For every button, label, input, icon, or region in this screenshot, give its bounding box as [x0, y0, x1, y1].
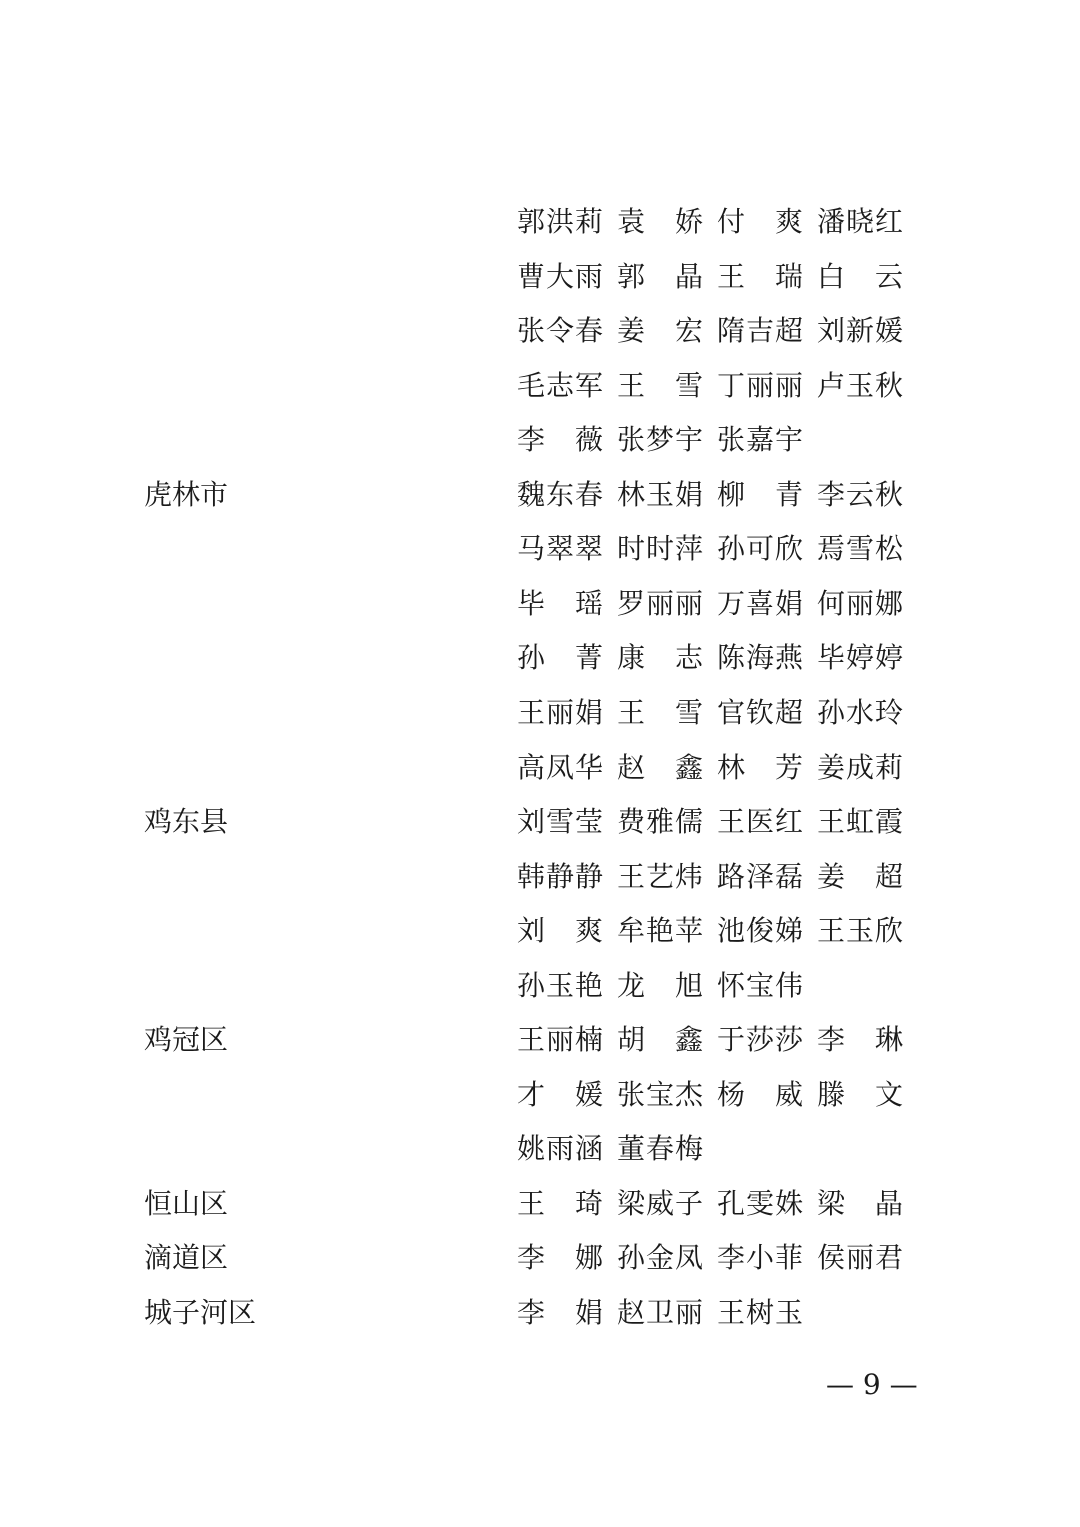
person-name: 罗 丽 丽 — [617, 586, 703, 620]
person-name: 康 志 — [617, 641, 703, 675]
person-name: 潘 晓 红 — [817, 205, 903, 238]
person-name: 怀 宝 伟 — [717, 968, 803, 1002]
roster-row — [0, 1231, 1080, 1285]
person-name: 毛 志 军 — [517, 368, 603, 402]
person-name: 姜 超 — [817, 859, 903, 893]
person-name: 魏 东 春 — [517, 477, 603, 511]
region-label: 城子河区 — [144, 1296, 257, 1329]
person-name: 姜 宏 — [617, 314, 703, 348]
person-name: 侯 丽 君 — [817, 1241, 903, 1275]
roster-row — [0, 850, 1080, 904]
roster-row — [0, 522, 1080, 576]
person-name: 毕 瑶 — [517, 586, 603, 620]
roster-row — [0, 904, 1080, 958]
person-name: 毕 婷 婷 — [817, 641, 903, 675]
region-label: 滴道区 — [144, 1241, 229, 1275]
person-name: 李 小 菲 — [717, 1241, 803, 1275]
person-name: 于 莎 莎 — [717, 1023, 803, 1057]
person-name: 隋 吉 超 — [717, 314, 803, 348]
person-name: 费 雅 儒 — [617, 805, 703, 839]
person-name: 时 时 萍 — [617, 532, 703, 566]
roster-row — [0, 959, 1080, 1013]
person-name: 王 雪 — [617, 368, 703, 402]
person-name: 张 嘉 宇 — [717, 423, 803, 457]
person-name: 郭 洪 莉 — [517, 205, 603, 238]
person-name: 胡 鑫 — [617, 1023, 703, 1057]
roster-row — [0, 741, 1080, 795]
person-name: 丁 丽 丽 — [717, 368, 803, 402]
person-name: 王 玉 欣 — [817, 914, 903, 948]
person-name: 官 钦 超 — [717, 695, 803, 729]
person-name: 李 云 秋 — [817, 477, 903, 511]
person-name: 梁 威 子 — [617, 1186, 703, 1220]
person-name: 万 喜 娟 — [717, 586, 803, 620]
person-name: 张 令 春 — [517, 314, 603, 348]
roster-row — [0, 1013, 1080, 1067]
person-name: 张 宝 杰 — [617, 1077, 703, 1111]
roster-row — [0, 631, 1080, 685]
person-name: 王 树 玉 — [717, 1296, 803, 1329]
person-name: 才 媛 — [517, 1077, 603, 1111]
person-name: 杨 威 — [717, 1077, 803, 1111]
person-name: 姜 成 莉 — [817, 750, 903, 784]
person-name: 路 泽 磊 — [717, 859, 803, 893]
roster-row — [0, 577, 1080, 631]
person-name: 马 翠 翠 — [517, 532, 603, 566]
page-number: — 9 — — [826, 1368, 918, 1401]
person-name: 孙 玉 艳 — [517, 968, 603, 1002]
roster-row — [0, 1286, 1080, 1340]
roster-row — [0, 1177, 1080, 1231]
person-name: 孙 金 凤 — [617, 1241, 703, 1275]
person-name: 王 瑞 — [717, 259, 803, 293]
person-name: 李 琳 — [817, 1023, 903, 1057]
region-label: 恒山区 — [144, 1186, 229, 1220]
roster-row — [0, 304, 1080, 358]
region-label: 虎林市 — [144, 477, 229, 511]
roster-row — [0, 413, 1080, 467]
person-name: 卢 玉 秋 — [817, 368, 903, 402]
roster-row — [0, 359, 1080, 413]
person-name: 刘 爽 — [517, 914, 603, 948]
person-name: 王 雪 — [617, 695, 703, 729]
person-name: 孙 可 欣 — [717, 532, 803, 566]
person-name: 梁 晶 — [817, 1186, 903, 1220]
person-name: 王 医 红 — [717, 805, 803, 839]
person-name: 王 琦 — [517, 1186, 603, 1220]
person-name: 何 丽 娜 — [817, 586, 903, 620]
person-name: 董 春 梅 — [617, 1132, 703, 1166]
roster-row — [0, 1068, 1080, 1122]
person-name: 付 爽 — [717, 205, 803, 238]
person-name: 孙 菁 — [517, 641, 603, 675]
roster-row — [0, 1122, 1080, 1176]
person-name: 王 虹 霞 — [817, 805, 903, 839]
roster-row — [0, 250, 1080, 304]
roster-row — [0, 195, 1080, 249]
person-name: 王 丽 楠 — [517, 1023, 603, 1057]
person-name: 刘 新 媛 — [817, 314, 903, 348]
person-name: 白 云 — [817, 259, 903, 293]
person-name: 孔 雯 姝 — [717, 1186, 803, 1220]
person-name: 高 凤 华 — [517, 750, 603, 784]
person-name: 滕 文 — [817, 1077, 903, 1111]
person-name: 刘 雪 莹 — [517, 805, 603, 839]
person-name: 焉 雪 松 — [817, 532, 903, 566]
person-name: 张 梦 宇 — [617, 423, 703, 457]
person-name: 赵 卫 丽 — [617, 1296, 703, 1329]
person-name: 王 丽 娟 — [517, 695, 603, 729]
person-name: 林 芳 — [717, 750, 803, 784]
person-name: 陈 海 燕 — [717, 641, 803, 675]
person-name: 孙 水 玲 — [817, 695, 903, 729]
person-name: 林 玉 娟 — [617, 477, 703, 511]
person-name: 赵 鑫 — [617, 750, 703, 784]
person-name: 池 俊 娣 — [717, 914, 803, 948]
region-label: 鸡冠区 — [144, 1023, 229, 1057]
person-name: 袁 娇 — [617, 205, 703, 238]
roster-row — [0, 468, 1080, 522]
person-name: 龙 旭 — [617, 968, 703, 1002]
person-name: 李 娜 — [517, 1241, 603, 1275]
person-name: 韩 静 静 — [517, 859, 603, 893]
person-name: 李 娟 — [517, 1296, 603, 1329]
person-name: 柳 青 — [717, 477, 803, 511]
person-name: 牟 艳 苹 — [617, 914, 703, 948]
region-label: 鸡东县 — [144, 805, 229, 839]
roster-row — [0, 686, 1080, 740]
person-name: 李 薇 — [517, 423, 603, 457]
roster-row — [0, 795, 1080, 849]
person-name: 王 艺 炜 — [617, 859, 703, 893]
person-name: 曹 大 雨 — [517, 259, 603, 293]
person-name: 郭 晶 — [617, 259, 703, 293]
person-name: 姚 雨 涵 — [517, 1132, 603, 1166]
